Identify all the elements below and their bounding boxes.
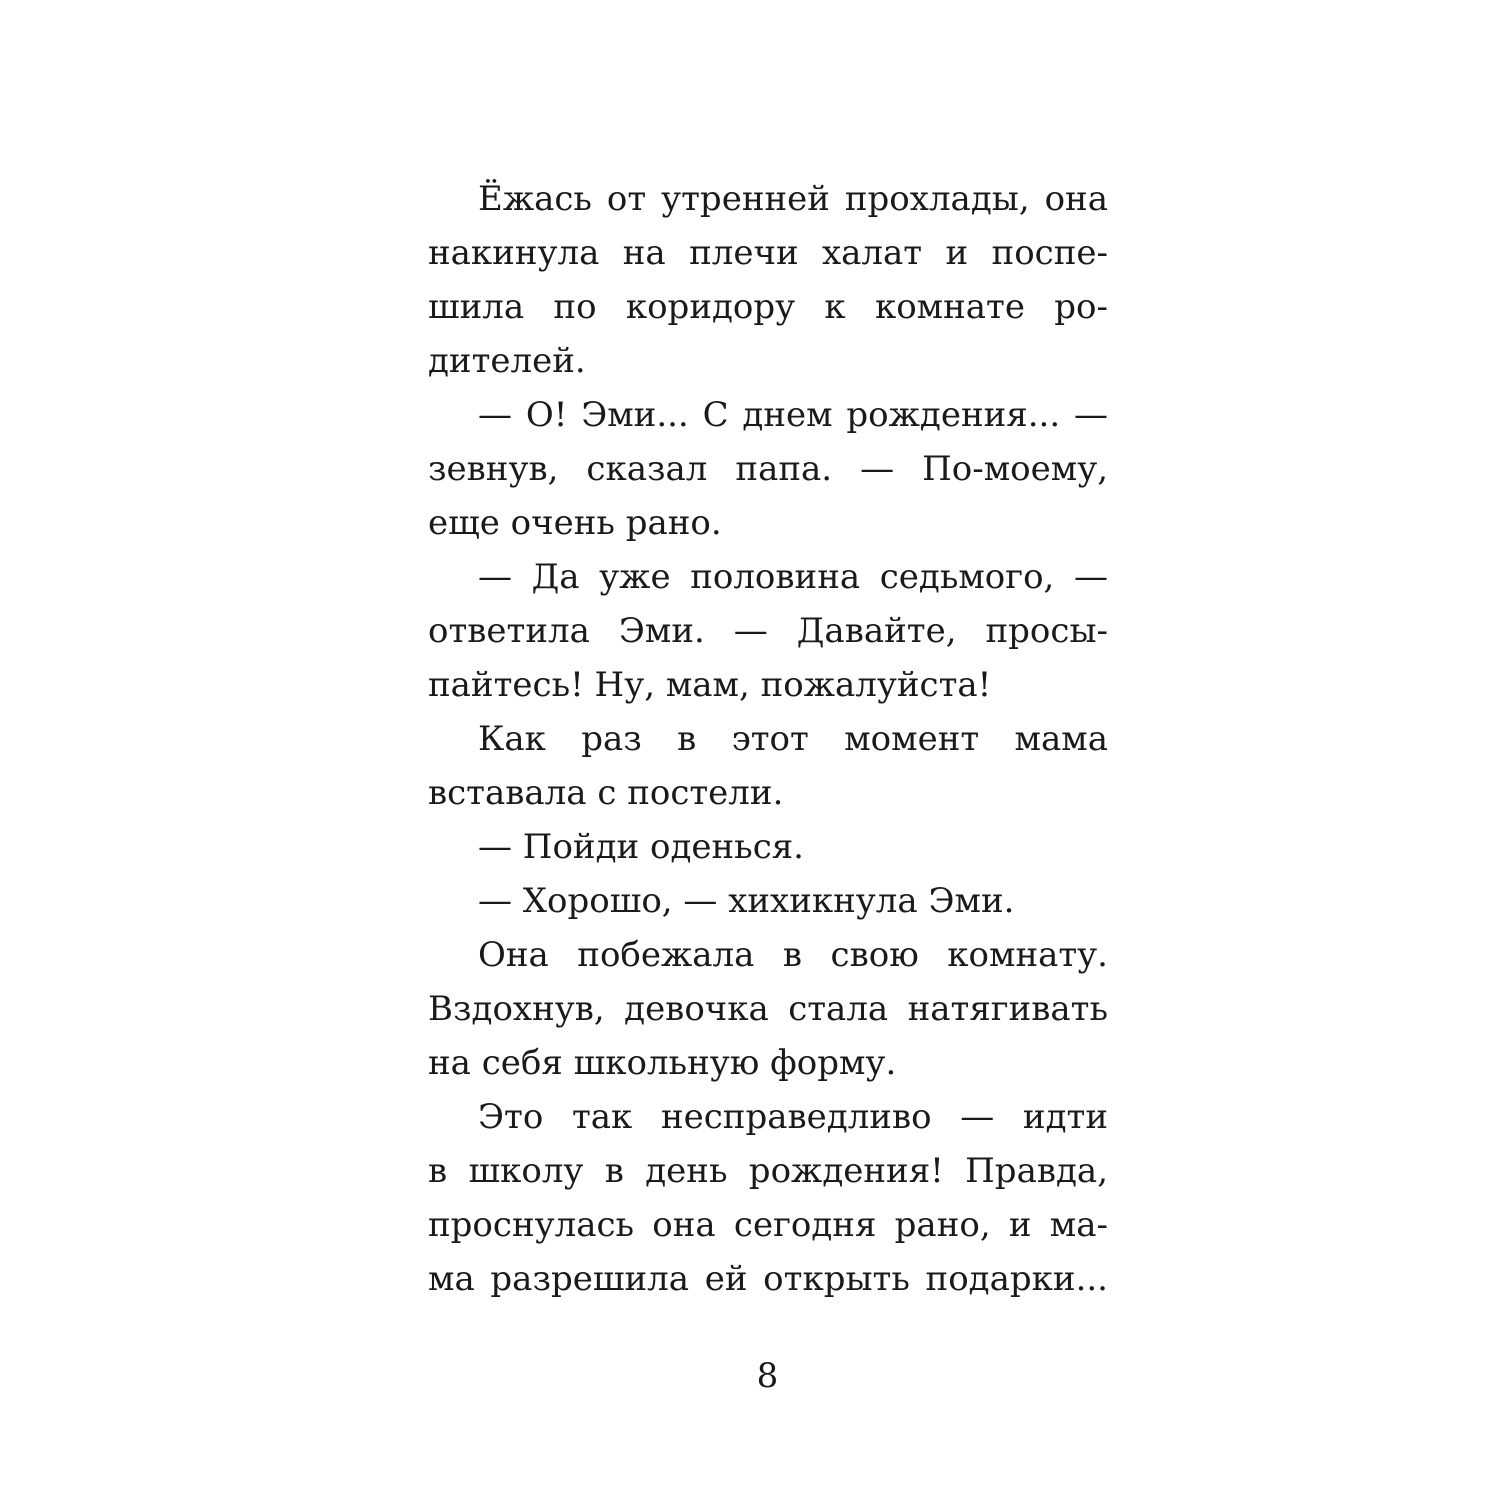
text-line: вставала с постели. [428,773,784,813]
text-line: дителей. [428,341,586,381]
text-line: — Да уже половина седьмого, — [478,557,1108,597]
text-line: шила по коридору к комнате ро- [428,287,1108,327]
text-line: Вздохнув, девочка стала натягивать [428,989,1108,1029]
text-line: — Пойди оденься. [478,827,804,867]
text-line: еще очень рано. [428,503,722,543]
text-line: в школу в день рождения! Правда, [428,1151,1108,1191]
text-line: пайтесь! Ну, мам, пожалуйста! [428,665,992,705]
text-line: зевнув, сказал папа. — По-моему, [428,449,1108,489]
text-line: Ёжась от утренней прохлады, она [478,179,1108,219]
text-line: ма разрешила ей открыть подарки... [428,1259,1108,1299]
text-line: ответила Эми. — Давайте, просы- [428,611,1108,651]
text-line: на себя школьную форму. [428,1043,897,1083]
text-line: проснулась она сегодня рано, и ма- [428,1205,1108,1245]
page-number: 8 [756,1356,779,1396]
text-line: — Хорошо, — хихикнула Эми. [478,881,1015,921]
body-text [428,172,1108,1306]
text-line: накинула на плечи халат и поспе- [428,233,1108,273]
text-line: Это так несправедливо — идти [478,1097,1108,1137]
text-line: — О! Эми... С днем рождения... — [478,395,1108,435]
text-line: Она побежала в свою комнату. [478,935,1108,975]
text-line: Как раз в этот момент мама [478,719,1108,759]
